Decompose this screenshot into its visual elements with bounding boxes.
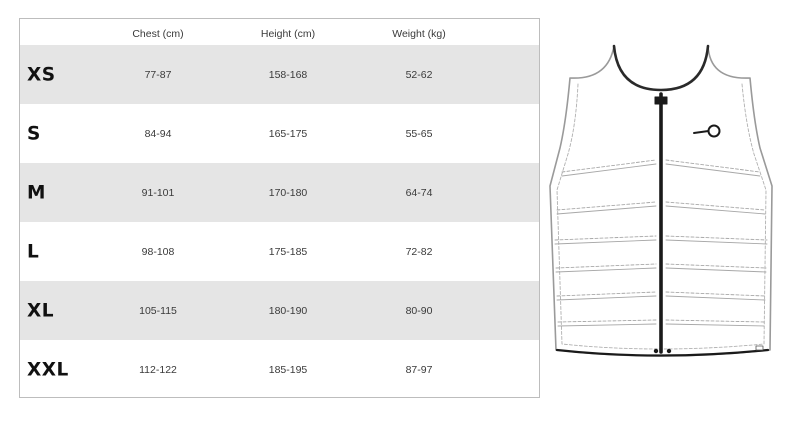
table-row bbox=[20, 222, 539, 281]
size-label: L bbox=[27, 241, 40, 262]
header-chest: Chest (cm) bbox=[132, 28, 184, 40]
table-row bbox=[20, 163, 539, 222]
size-label: M bbox=[27, 182, 46, 203]
vest-illustration bbox=[548, 40, 780, 370]
table-header-row bbox=[20, 19, 539, 45]
weight-value: 80-90 bbox=[405, 304, 433, 317]
table-row bbox=[20, 104, 539, 163]
chest-value: 84-94 bbox=[144, 127, 172, 140]
table-row bbox=[20, 45, 539, 104]
size-label: XXL bbox=[27, 359, 69, 380]
height-value: 158-168 bbox=[268, 68, 308, 81]
height-value: 175-185 bbox=[268, 245, 308, 258]
size-label: XL bbox=[27, 300, 55, 321]
zipper-pull bbox=[655, 97, 667, 104]
chest-value: 112-122 bbox=[139, 363, 177, 376]
weight-value: 64-74 bbox=[405, 186, 433, 199]
chest-value: 98-108 bbox=[141, 245, 175, 258]
header-height: Height (cm) bbox=[260, 28, 316, 40]
height-value: 185-195 bbox=[268, 363, 308, 376]
hem-tag bbox=[756, 346, 763, 350]
size-chart-table bbox=[19, 18, 540, 398]
weight-value: 55-65 bbox=[405, 127, 433, 140]
size-label: XS bbox=[27, 64, 56, 85]
table-row bbox=[20, 340, 539, 399]
weight-value: 52-62 bbox=[405, 68, 433, 81]
height-value: 170-180 bbox=[268, 186, 308, 199]
header-weight: Weight (kg) bbox=[392, 28, 446, 40]
height-value: 165-175 bbox=[268, 127, 308, 140]
height-value: 180-190 bbox=[268, 304, 308, 317]
chest-value: 77-87 bbox=[144, 68, 172, 81]
size-label: S bbox=[27, 123, 41, 144]
chest-value: 105-115 bbox=[139, 304, 177, 317]
table-row bbox=[20, 281, 539, 340]
weight-value: 87-97 bbox=[405, 363, 433, 376]
weight-value: 72-82 bbox=[405, 245, 433, 258]
chest-value: 91-101 bbox=[141, 186, 175, 199]
